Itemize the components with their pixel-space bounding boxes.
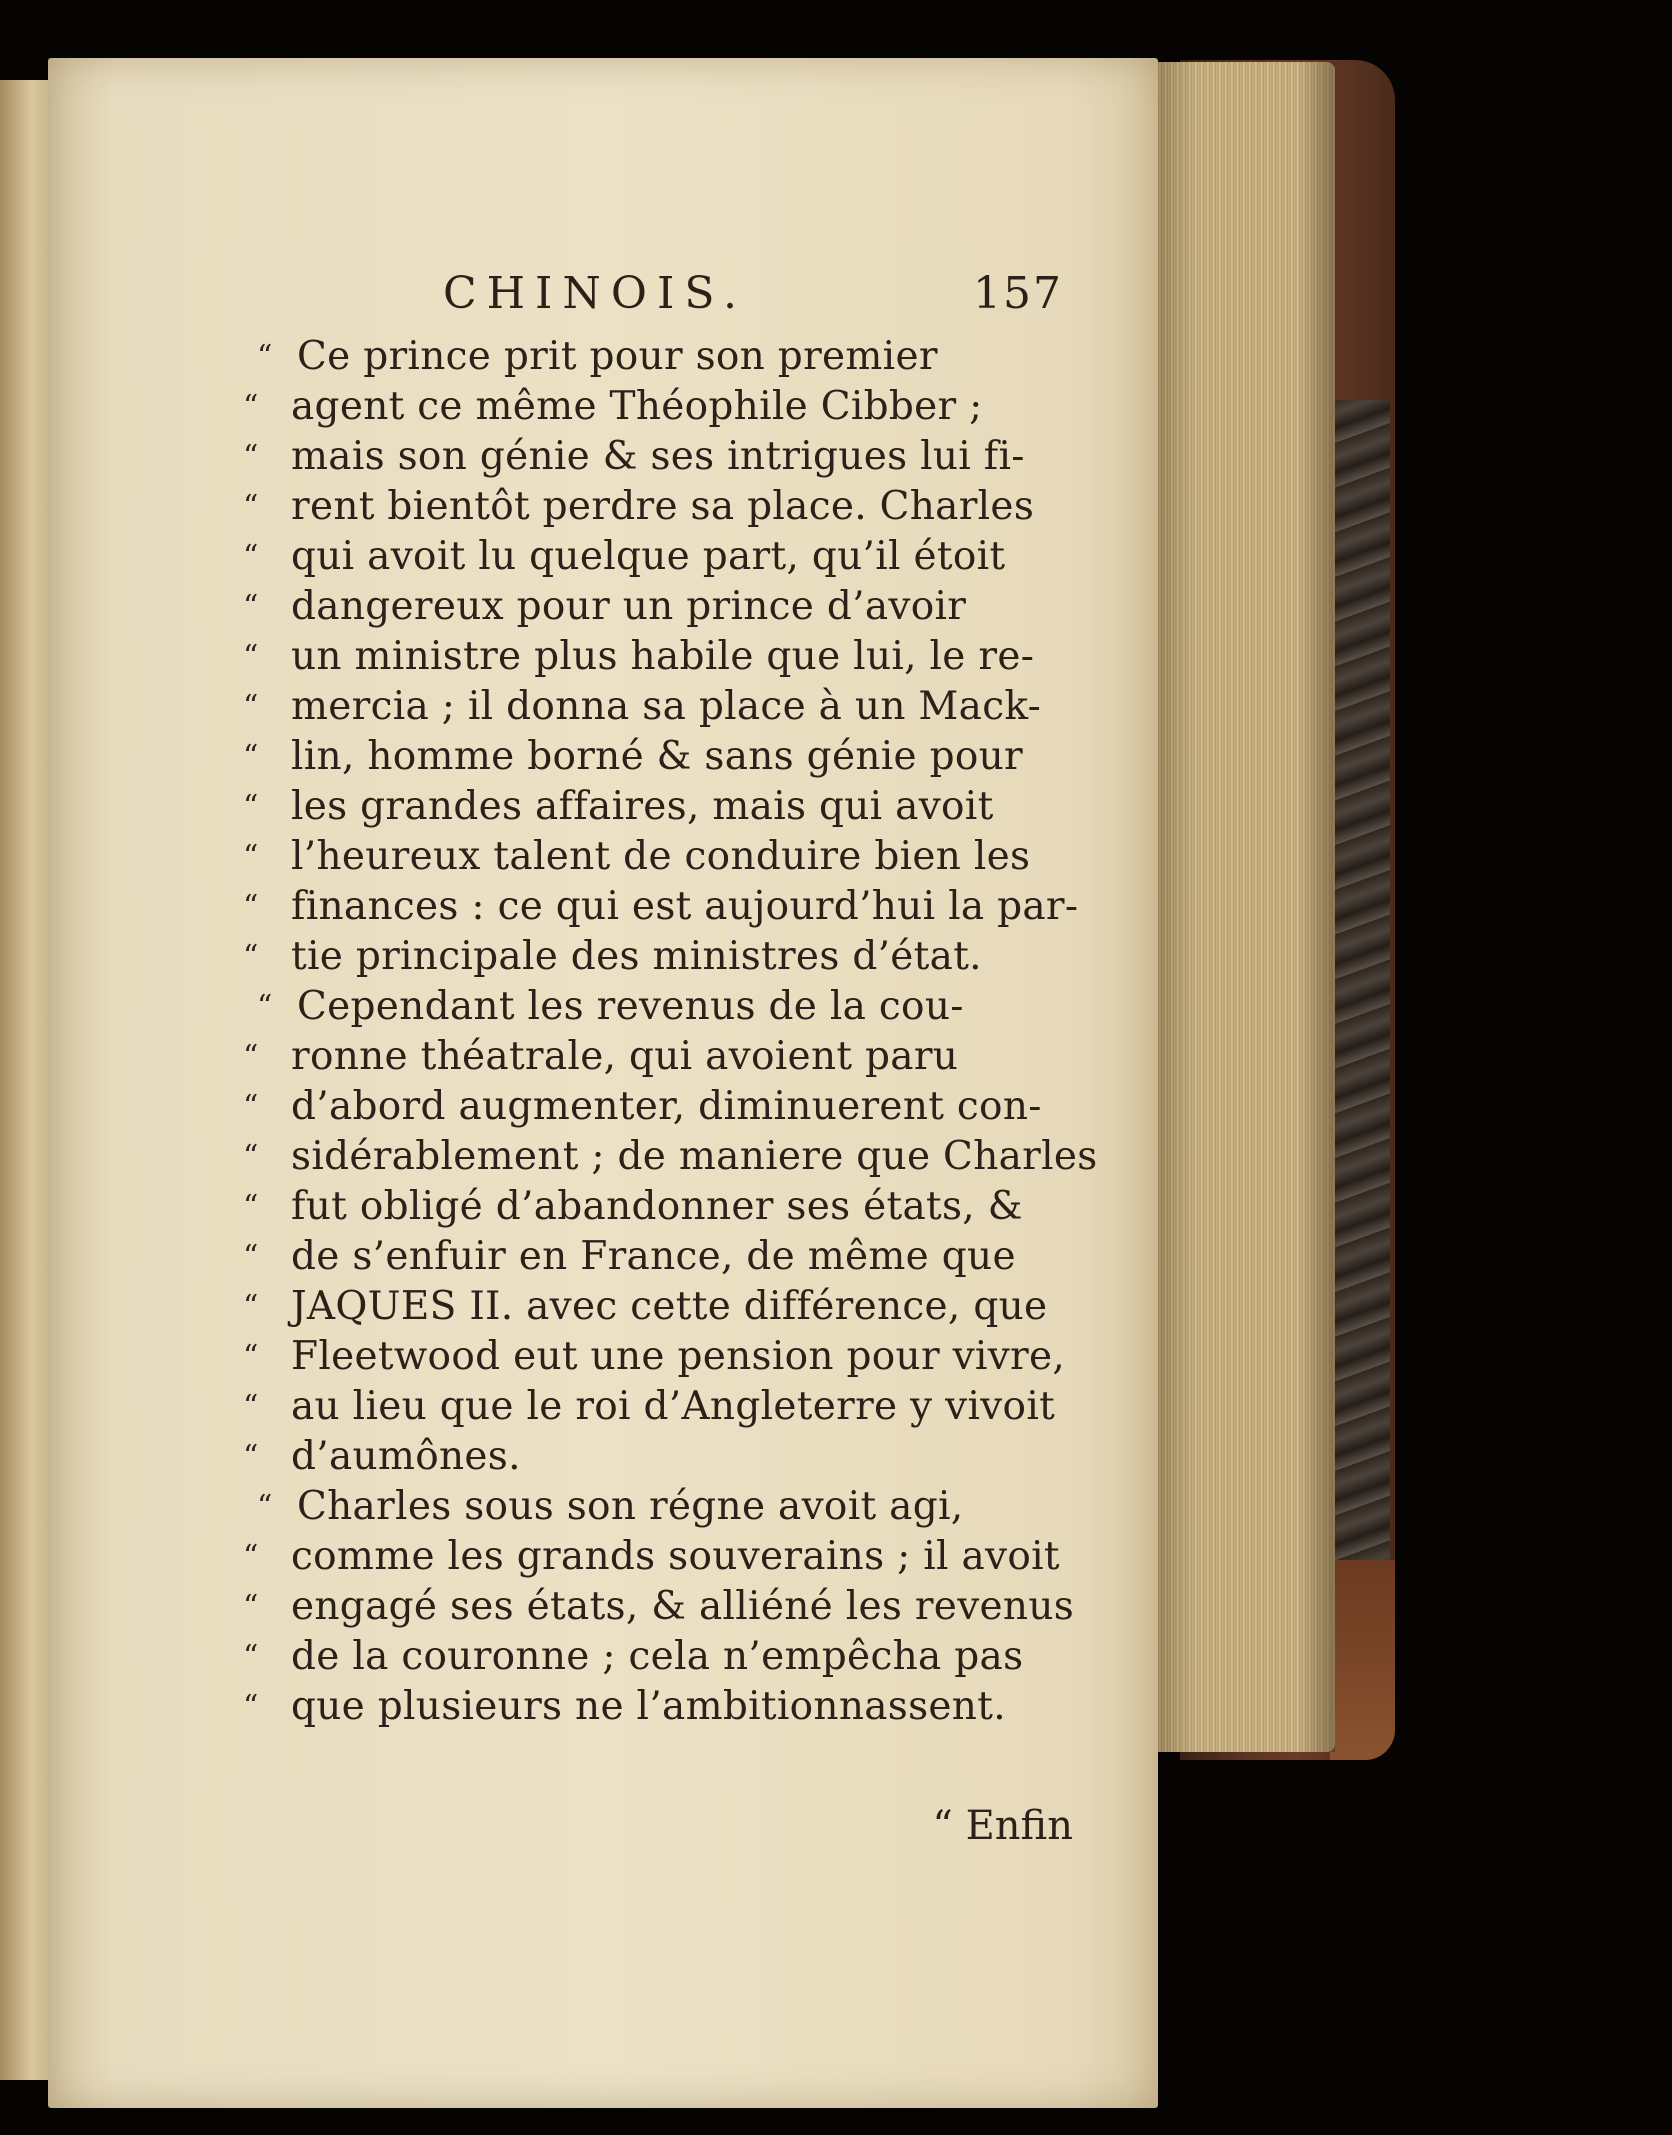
quote-mark: “ [243, 939, 259, 974]
line-text: mais son génie & ses intrigues lui fi- [291, 434, 1025, 479]
text-line [243, 982, 1073, 1032]
text-line [243, 382, 1073, 432]
quote-mark: “ [243, 439, 259, 474]
quote-mark: “ [243, 889, 259, 924]
quote-mark: “ [243, 689, 259, 724]
line-text: Cependant les revenus de la cou- [297, 984, 964, 1029]
body-text [243, 332, 1098, 1732]
text-line [243, 632, 1073, 682]
line-text: que plusieurs ne l’ambitionnassent. [291, 1684, 1006, 1729]
text-line [243, 1032, 1073, 1082]
text-line [243, 1132, 1098, 1182]
line-text: Charles sous son régne avoit agi, [297, 1484, 964, 1529]
line-text: fut obligé d’abandonner ses états, & [291, 1184, 1023, 1229]
line-text: rent bientôt perdre sa place. Charles [291, 484, 1035, 529]
text-line [243, 1582, 1073, 1632]
quote-mark: “ [243, 1539, 259, 1574]
line-text: au lieu que le roi d’Angleterre y vivoit [291, 1384, 1056, 1429]
line-text: les grandes affaires, mais qui avoit [291, 784, 994, 829]
quote-mark: “ [243, 739, 259, 774]
text-line [243, 1482, 1073, 1532]
quote-mark: “ [243, 489, 259, 524]
line-text: dangereux pour un prince d’avoir [291, 584, 967, 629]
book-page [48, 58, 1158, 2108]
text-line [243, 732, 1073, 782]
line-text: qui avoit lu quelque part, qu’il étoit [291, 534, 1006, 579]
quote-mark: “ [243, 1389, 259, 1424]
line-text: de la couronne ; cela n’empêcha pas [291, 1634, 1024, 1679]
line-text: de s’enfuir en France, de même que [291, 1234, 1016, 1279]
text-line [243, 882, 1079, 932]
quote-mark: “ [243, 1639, 259, 1674]
text-line [243, 332, 1073, 382]
line-text: finances : ce qui est aujourd’hui la par- [291, 884, 1079, 929]
page-number: 157 [973, 268, 1063, 319]
quote-mark: “ [243, 1139, 259, 1174]
line-text: d’abord augmenter, diminuerent con- [291, 1084, 1042, 1129]
catchword: “ Enfin [932, 1803, 1073, 1849]
text-line [243, 582, 1073, 632]
text-line [243, 932, 1073, 982]
quote-mark: “ [243, 639, 259, 674]
line-text: Ce prince prit pour son premier [297, 334, 938, 379]
quote-mark: “ [243, 1239, 259, 1274]
line-text: Fleetwood eut une pension pour vivre, [291, 1334, 1066, 1379]
line-text: d’aumônes. [291, 1434, 521, 1479]
quote-mark: “ [243, 1189, 259, 1224]
leather-corner [1330, 1560, 1395, 1760]
quote-mark: “ [243, 1039, 259, 1074]
facing-page-edge [0, 80, 52, 2080]
quote-mark: “ [243, 789, 259, 824]
text-line [243, 1432, 1073, 1482]
text-line [243, 1332, 1073, 1382]
line-text: agent ce même Théophile Cibber ; [291, 384, 983, 429]
text-line [243, 1232, 1073, 1282]
text-line [243, 832, 1073, 882]
quote-mark: “ [243, 389, 259, 424]
line-text: engagé ses états, & alliéné les revenus [291, 1584, 1075, 1629]
text-line [243, 1532, 1073, 1582]
quote-mark: “ [243, 1689, 259, 1724]
quote-mark: “ [243, 589, 259, 624]
text-line [243, 1632, 1073, 1682]
line-text: lin, homme borné & sans génie pour [291, 734, 1024, 779]
line-text: sidérablement ; de maniere que Charles [291, 1134, 1098, 1179]
text-line [243, 1082, 1073, 1132]
quote-mark: “ [257, 1489, 273, 1524]
line-text: JAQUES II. avec cette différence, que [291, 1284, 1048, 1329]
quote-mark: “ [243, 539, 259, 574]
text-line [243, 1282, 1073, 1332]
text-line [243, 1682, 1073, 1732]
text-line [243, 782, 1073, 832]
quote-mark: “ [243, 1089, 259, 1124]
quote-mark: “ [257, 339, 273, 374]
page-edge-shadow [1150, 62, 1335, 1752]
quote-mark: “ [243, 1589, 259, 1624]
line-text: un ministre plus habile que lui, le re- [291, 634, 1035, 679]
text-line [243, 682, 1073, 732]
text-line [243, 532, 1073, 582]
marbled-board [1330, 400, 1390, 1630]
text-line [243, 482, 1073, 532]
text-line [243, 432, 1073, 482]
quote-mark: “ [257, 989, 273, 1024]
line-text: mercia ; il donna sa place à un Mack- [291, 684, 1042, 729]
quote-mark: “ [243, 1339, 259, 1374]
quote-mark: “ [243, 839, 259, 874]
quote-mark: “ [243, 1439, 259, 1474]
running-head: CHINOIS. [443, 268, 747, 319]
line-text: l’heureux talent de conduire bien les [291, 834, 1031, 879]
text-line [243, 1182, 1073, 1232]
quote-mark: “ [243, 1289, 259, 1324]
line-text: ronne théatrale, qui avoient paru [291, 1034, 959, 1079]
text-line [243, 1382, 1073, 1432]
line-text: comme les grands souverains ; il avoit [291, 1534, 1060, 1579]
text-block [243, 268, 1098, 1849]
page-header [243, 268, 1073, 332]
line-text: tie principale des ministres d’état. [291, 934, 982, 979]
